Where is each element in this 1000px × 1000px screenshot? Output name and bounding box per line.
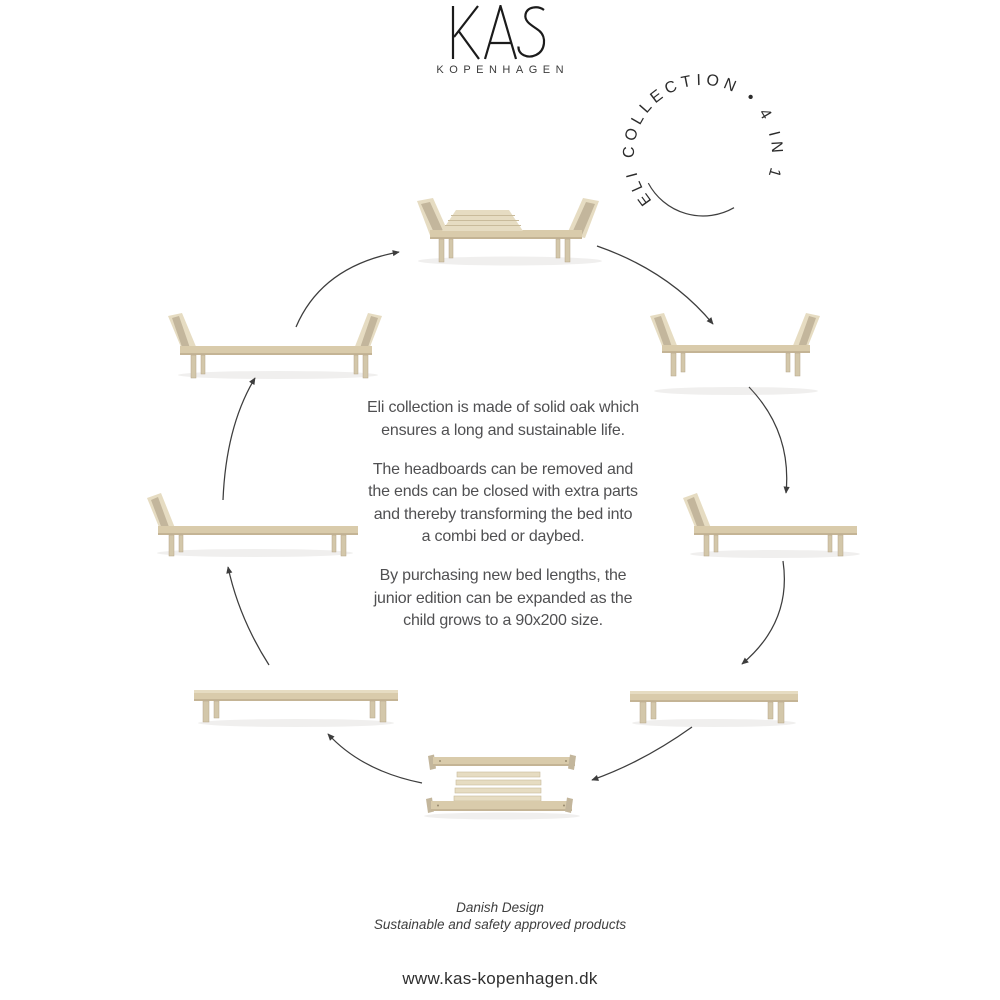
arrow-bottom-to-bottomleft (328, 734, 422, 783)
arrow-bottomright-to-bottom (592, 727, 692, 780)
arrow-right-to-bottomright (742, 561, 784, 664)
tagline-line-2: Sustainable and safety approved products (373, 916, 627, 932)
tagline-line-1: Danish Design (456, 900, 544, 915)
website-url: www.kas-kopenhagen.dk (402, 969, 598, 988)
combi-bed-with-table-icon (417, 198, 602, 266)
description-paragraph (350, 397, 656, 442)
brand-city: KOPENHAGEN (436, 64, 570, 76)
description-line: junior edition can be expanded as the (373, 589, 633, 607)
description-line: a combi bed or daybed. (421, 528, 585, 545)
description-line: By purchasing new bed lengths, the (379, 567, 627, 584)
arrow-left-to-topleft (223, 378, 255, 500)
description-line: The headboards can be removed and (372, 460, 634, 478)
arrow-top-to-topright (597, 246, 713, 324)
bench-bed-no-ends-icon (194, 690, 398, 727)
description-line: child grows to a 90x200 size. (403, 612, 603, 629)
description-paragraph (350, 459, 656, 549)
description-line: Eli collection is made of solid oak which (367, 399, 639, 416)
bench-bed-no-ends-icon (630, 691, 798, 727)
single-bed-headboard-icon (147, 493, 358, 557)
description-line: ensures a long and sustainable life. (381, 421, 625, 439)
arrow-topright-to-right (749, 387, 787, 493)
footer-tagline (0, 900, 1000, 933)
description-line: and thereby transforming the bed into (373, 505, 633, 523)
single-bed-headboard-icon (683, 493, 860, 558)
badge-label: ELI COLLECTION • 4 IN 1 (620, 71, 786, 209)
description-paragraph (350, 565, 656, 633)
daybed-two-ends-icon (650, 313, 820, 395)
daybed-two-ends-icon (168, 313, 382, 379)
arrow-topleft-to-top (296, 252, 399, 327)
description-text (350, 397, 656, 649)
flat-pack-parts-icon (424, 755, 580, 820)
arrow-bottomleft-to-left (228, 567, 269, 665)
description-line: the ends can be closed with extra parts (368, 483, 638, 500)
